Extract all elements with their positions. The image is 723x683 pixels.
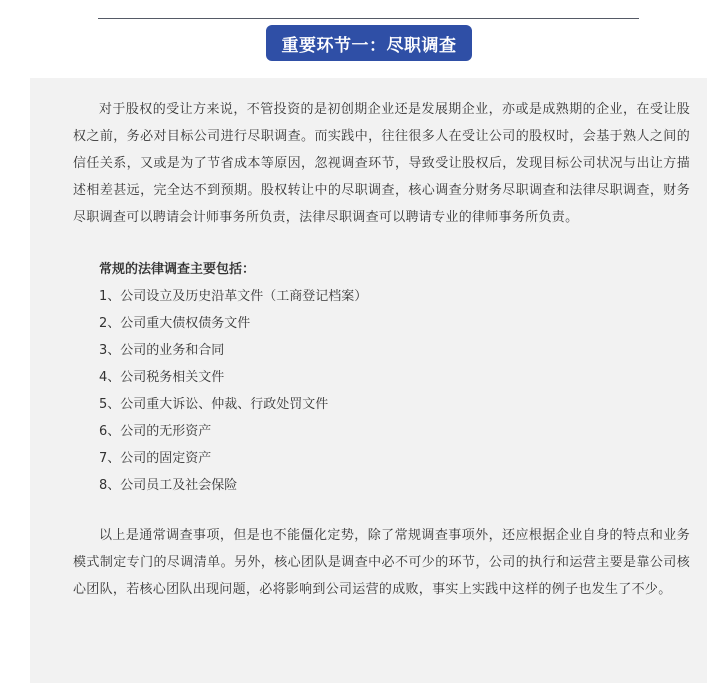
section-title-badge xyxy=(266,25,472,61)
checklist-item: 8、公司员工及社会保险 xyxy=(99,478,238,493)
checklist-item: 3、公司的业务和合同 xyxy=(99,343,225,358)
content-panel xyxy=(30,78,707,683)
header-divider xyxy=(98,18,639,19)
checklist-item: 2、公司重大债权债务文件 xyxy=(99,316,251,331)
checklist-heading: 常规的法律调查主要包括： xyxy=(99,262,256,277)
intro-paragraph: 对于股权的受让方来说，不管投资的是初创期企业还是发展期企业，亦或是成熟期的企业，在受让股权之前，务必对目标公司进行尽职调查。而实践中，往往很多人在受让公司的股权时，会基于熟人之间的信任关系，又或是为了节省成本等原因，忽视调查环节，导致受让股权后，发现目标公司状况与出让方描述相差甚远，完全达不到预期。股权转让中的尽职调查，核心调查分财务尽职调查和法律尽职调查，财务尽职调查可以聘请会计师事务所负责，法律尽职调查可以聘请专业的律师事务所负责。 xyxy=(73,102,690,225)
conclusion-paragraph: 以上是通常调查事项，但是也不能僵化定势，除了常规调查事项外，还应根据企业自身的特点和业务模式制定专门的尽调清单。另外，核心团队是调查中必不可少的环节，公司的执行和运营主要是靠公司核心团队，若核心团队出现问题，必将影响到公司运营的成败，事实上实践中这样的例子也发生了不少。 xyxy=(73,528,690,597)
checklist xyxy=(73,283,690,499)
checklist-item: 6、公司的无形资产 xyxy=(99,424,212,439)
checklist-item: 1、公司设立及历史沿革文件（工商登记档案） xyxy=(99,289,368,304)
checklist-item: 7、公司的固定资产 xyxy=(99,451,212,466)
section-title: 重要环节一：尽职调查 xyxy=(281,35,457,56)
checklist-item: 4、公司税务相关文件 xyxy=(99,370,225,385)
checklist-item: 5、公司重大诉讼、仲裁、行政处罚文件 xyxy=(99,397,329,412)
